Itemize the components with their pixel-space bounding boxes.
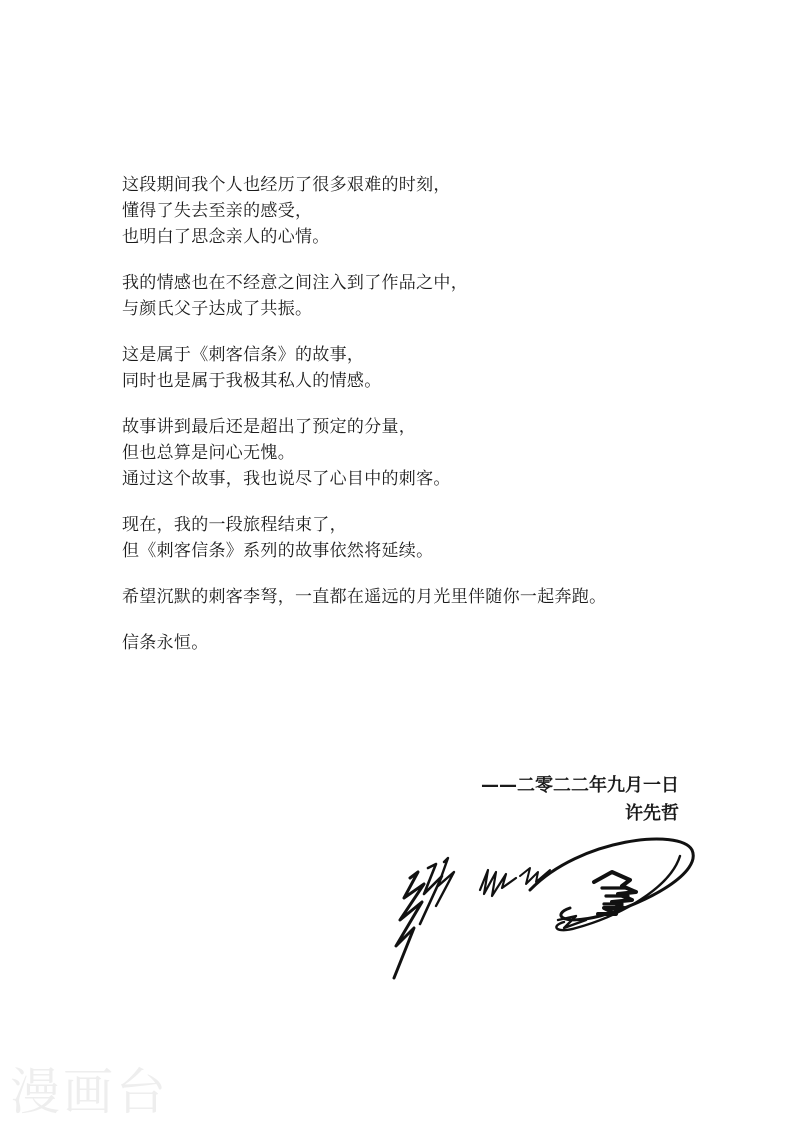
text-line: 这段期间我个人也经历了很多艰难的时刻， xyxy=(122,175,451,195)
watermark-logo: 漫画台 xyxy=(10,1063,169,1121)
paragraph-6 xyxy=(122,584,722,610)
paragraph-3 xyxy=(122,342,722,394)
text-line: 也明白了思念亲人的心情。 xyxy=(122,227,330,247)
text-line: 但《刺客信条》系列的故事依然将延续。 xyxy=(122,541,434,561)
text-line: 我的情感也在不经意之间注入到了作品之中， xyxy=(122,273,468,293)
text-line: 但也总算是问心无愧。 xyxy=(122,443,295,463)
text-line: 希望沉默的刺客李弩，一直都在遥远的月光里伴随你一起奔跑。 xyxy=(122,587,607,607)
paragraph-2 xyxy=(122,270,722,322)
text-line: 故事讲到最后还是超出了预定的分量， xyxy=(122,417,417,437)
paragraph-4 xyxy=(122,414,722,492)
letter-date: ——二零二二年九月一日 xyxy=(481,775,679,796)
letter-body xyxy=(122,172,722,676)
paragraph-7 xyxy=(122,630,722,656)
closing-block xyxy=(481,772,679,828)
text-line: 懂得了失去至亲的感受， xyxy=(122,201,313,221)
paragraph-1 xyxy=(122,172,722,250)
paragraph-5 xyxy=(122,512,722,564)
text-line: 同时也是属于我极其私人的情感。 xyxy=(122,371,382,391)
handwritten-signature xyxy=(380,828,710,988)
text-line: 与颜氏父子达成了共振。 xyxy=(122,299,313,319)
text-line: 通过这个故事，我也说尽了心目中的刺客。 xyxy=(122,469,451,489)
text-line: 现在，我的一段旅程结束了， xyxy=(122,515,347,535)
text-line: 信条永恒。 xyxy=(122,633,209,653)
author-name: 许先哲 xyxy=(625,803,679,824)
text-line: 这是属于《刺客信条》的故事， xyxy=(122,345,365,365)
